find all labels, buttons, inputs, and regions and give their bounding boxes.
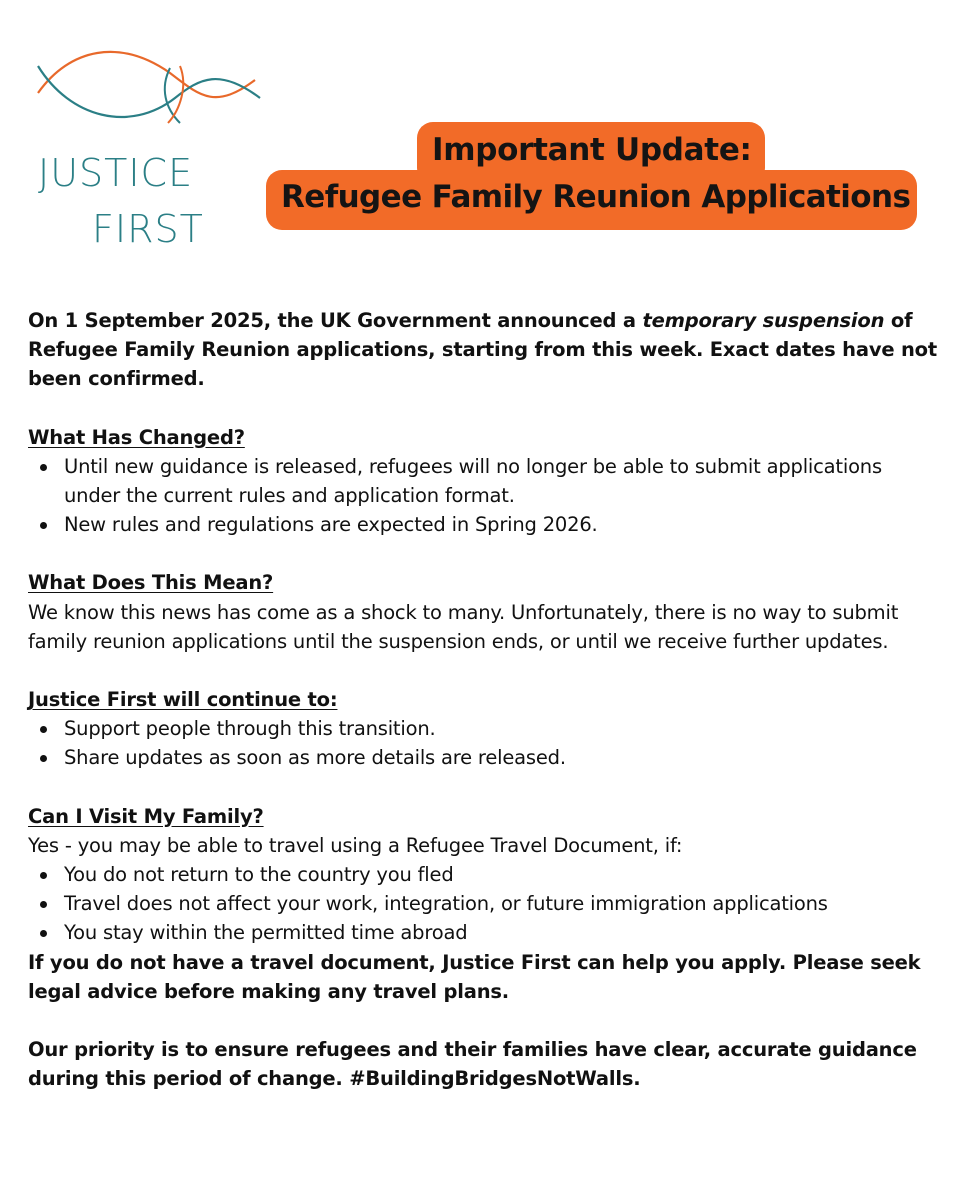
changed-list [28, 452, 938, 540]
list-item: You stay within the permitted time abroad [64, 918, 938, 947]
intro-text-before: On 1 September 2025, the UK Government announced a [28, 309, 643, 332]
visit-intro: Yes - you may be able to travel using a Refugee Travel Document, if: [28, 833, 683, 857]
spacer [28, 773, 938, 802]
visit-list [28, 860, 938, 948]
headline-subtitle: Refugee Family Reunion Applications [281, 179, 911, 215]
announcement-body [28, 306, 938, 1093]
logo-waves-icon [30, 38, 265, 148]
section-heading-changed: What Has Changed? [28, 425, 245, 449]
spacer [28, 656, 938, 685]
list-item: Share updates as soon as more details are released. [64, 743, 938, 772]
intro-emphasis: temporary suspension [642, 309, 885, 332]
list-item: Travel does not affect your work, integration, or future immigration applications [64, 889, 938, 918]
spacer [28, 1006, 938, 1035]
list-item: Until new guidance is released, refugees will no longer be able to submit applications under the current rules and application format. [64, 452, 938, 510]
visit-note: If you do not have a travel document, Justice First can help you apply. Please seek legal advice before making any travel plans. [28, 950, 921, 1003]
spacer [28, 539, 938, 568]
logo-word-justice: JUSTICE [38, 151, 194, 195]
list-item: New rules and regulations are expected in Spring 2026. [64, 510, 938, 539]
intro-text-after: of Refugee Family Reunion applications, starting from this week. Exact dates have not been confirmed. [28, 309, 937, 391]
closing-paragraph: Our priority is to ensure refugees and their families have clear, accurate guidance during this period of change. #BuildingBridgesNotWalls. [28, 1038, 917, 1091]
section-heading-meaning: What Does This Mean? [28, 571, 274, 595]
headline-title: Important Update: [432, 132, 752, 168]
spacer [28, 394, 938, 423]
meaning-paragraph: We know this news has come as a shock to many. Unfortunately, there is no way to submit family reunion applications until the suspension ends, or until we receive further updates. [28, 600, 899, 653]
section-heading-visit: Can I Visit My Family? [28, 804, 264, 828]
section-heading-continue: Justice First will continue to: [28, 688, 338, 712]
intro-paragraph [28, 306, 938, 394]
list-item: Support people through this transition. [64, 714, 938, 743]
justice-first-logo [30, 38, 265, 253]
list-item: You do not return to the country you fled [64, 860, 938, 889]
logo-word-first: FIRST [92, 207, 204, 251]
continue-list [28, 714, 938, 772]
